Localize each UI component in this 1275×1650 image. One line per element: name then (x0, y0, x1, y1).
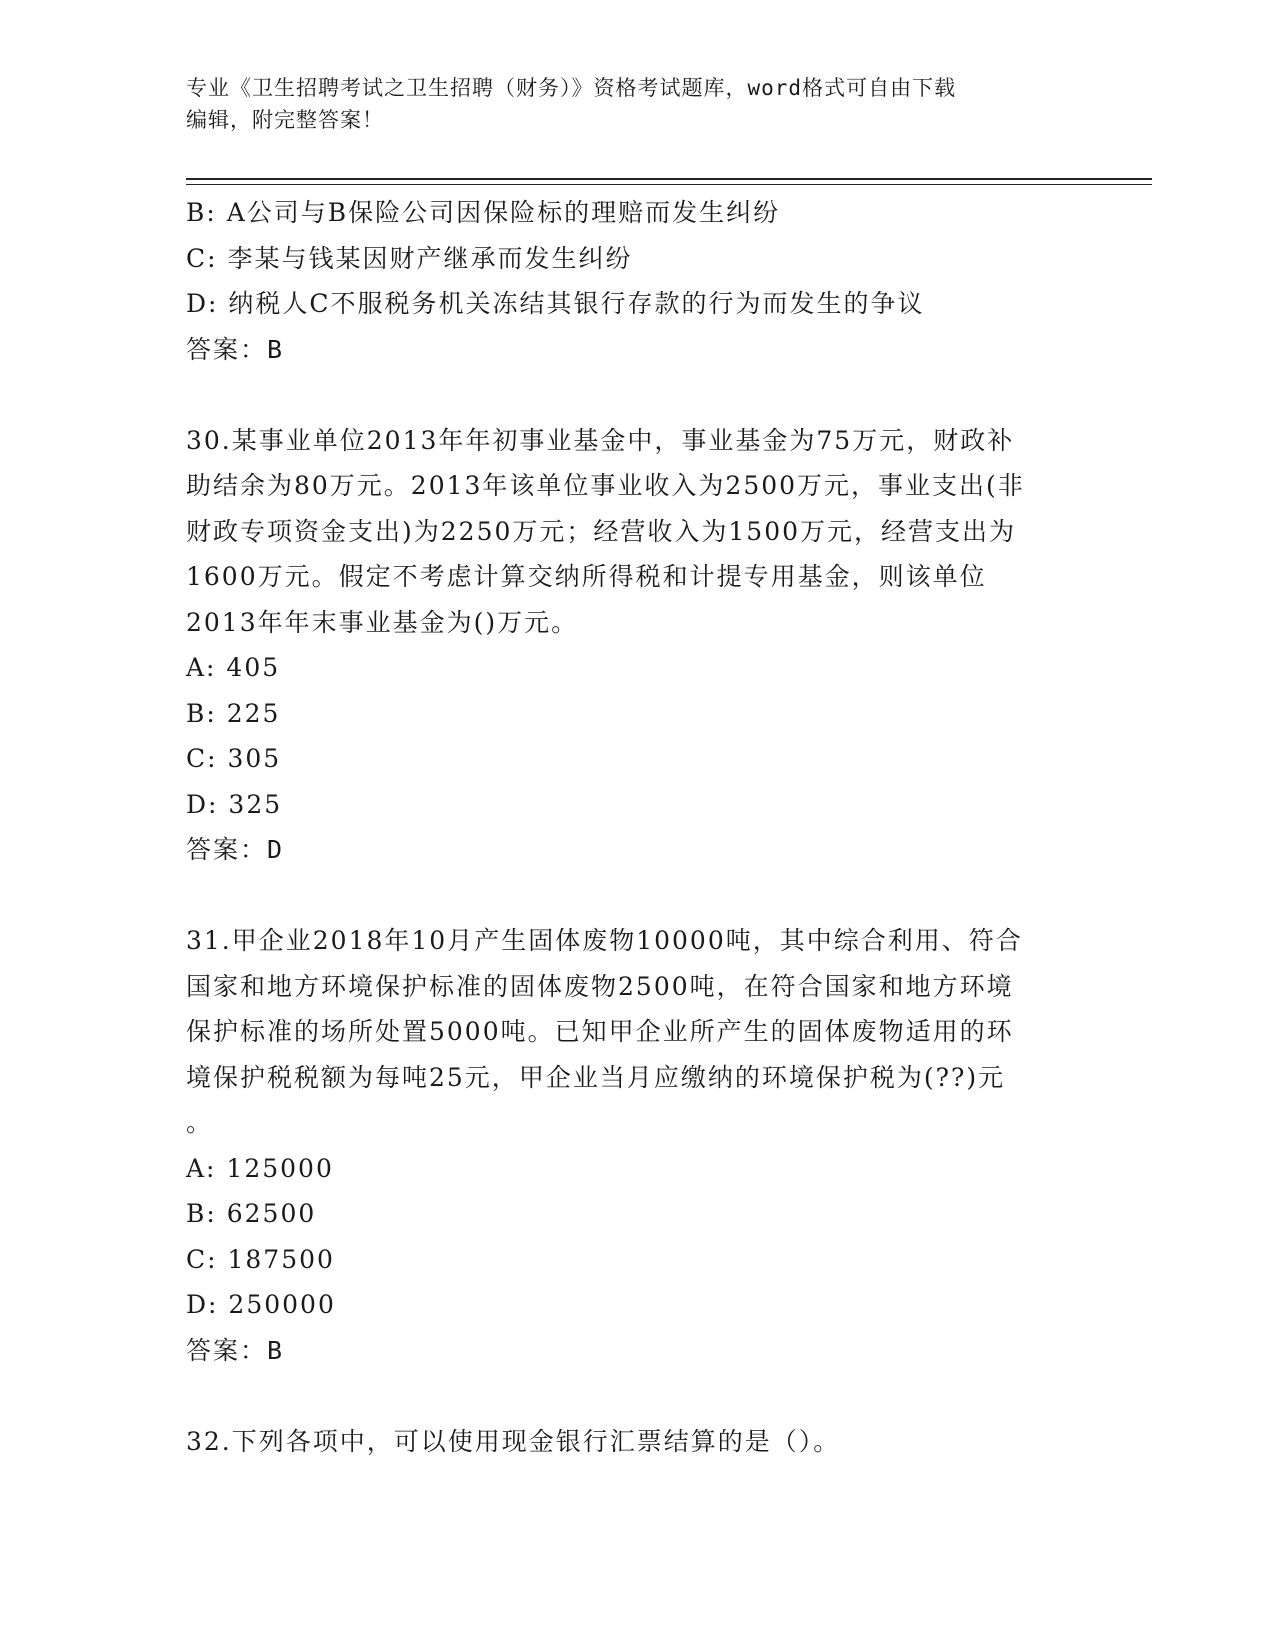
option-b: B: 225 (186, 698, 281, 728)
option-a: A: 125000 (186, 1153, 334, 1183)
option-c: C: 187500 (186, 1244, 335, 1274)
question-text-line: 国家和地方环境保护标准的固体废物2500吨，在符合国家和地方环境 (186, 971, 1014, 1001)
option-d: D: 250000 (186, 1290, 336, 1319)
header-divider-thin (186, 184, 1152, 185)
question-content (186, 190, 1086, 1464)
question-text-line: 30.某事业单位2013年年初事业基金中，事业基金为75万元，财政补 (186, 425, 1015, 455)
document-header (186, 72, 1066, 136)
option-b: B: 62500 (186, 1199, 317, 1228)
question-text-line: 。 (186, 1108, 214, 1137)
option-b: B: A公司与B保险公司因保险标的理赔而发生纠纷 (186, 198, 781, 227)
question-text-line: 保护标准的场所处置5000吨。已知甲企业所产生的固体废物适用的环 (186, 1017, 1014, 1046)
option-c: C: 李某与钱某因财产继承而发生纠纷 (186, 243, 633, 273)
answer-line: 答案：B (186, 1335, 285, 1365)
question-text-line: 助结余为80万元。2013年该单位事业收入为2500万元，事业支出(非 (186, 471, 1025, 500)
option-c: C: 305 (186, 744, 282, 773)
question-text-line: 32.下列各项中，可以使用现金银行汇票结算的是（）。 (186, 1426, 841, 1456)
question-text-line: 财政专项资金支出)为2250万元；经营收入为1500万元，经营支出为 (186, 516, 1017, 546)
question-text-line: 1600万元。假定不考虑计算交纳所得税和计提专用基金，则该单位 (186, 562, 987, 591)
option-d: D: 纳税人C不服税务机关冻结其银行存款的行为而发生的争议 (186, 289, 925, 318)
question-text-line: 2013年年末事业基金为()万元。 (186, 607, 579, 637)
question-text-line: 境保护税税额为每吨25元，甲企业当月应缴纳的环境保护税为(??)元 (186, 1062, 1006, 1092)
header-line: 编辑，附完整答案！ (186, 108, 384, 132)
option-d: D: 325 (186, 789, 283, 819)
answer-line: 答案：B (186, 334, 285, 364)
question-text-line: 31.甲企业2018年10月产生固体废物10000吨，其中综合利用、符合 (186, 926, 1023, 955)
header-divider (186, 178, 1152, 180)
option-a: A: 405 (186, 653, 281, 682)
answer-line: 答案：D (186, 835, 285, 864)
header-line: 专业《卫生招聘考试之卫生招聘（财务）》资格考试题库，word格式可自由下载 (186, 76, 957, 100)
